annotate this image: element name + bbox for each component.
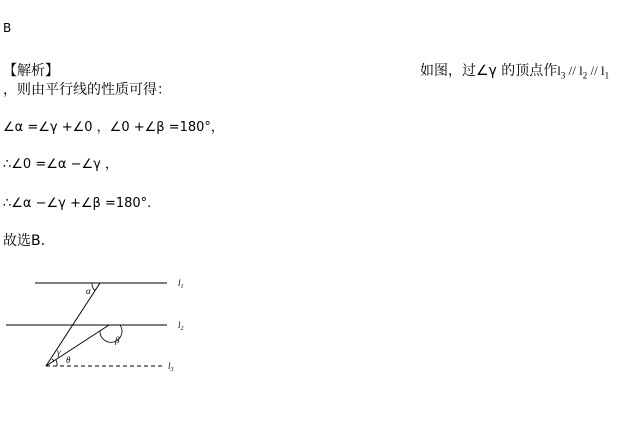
label-gamma: γ xyxy=(57,347,61,357)
angle-gamma-arc xyxy=(52,359,54,361)
label-l2: $l_2$ xyxy=(178,320,184,332)
label-l1: $l_1$ xyxy=(178,278,184,290)
transversal-beta-line xyxy=(46,325,109,366)
angle-theta-arc xyxy=(56,360,57,366)
parallel-lines-notation: $l_3 // l_2 // l_1$ xyxy=(557,63,610,81)
answer-text: B xyxy=(3,21,12,35)
solution-intro-continued: ，则由平行线的性质可得： xyxy=(3,82,171,98)
solution-intro xyxy=(420,63,609,84)
label-l3: $l_3$ xyxy=(168,361,174,373)
equation-2: ∴∠0 =∠α −∠γ ， xyxy=(3,157,118,172)
conclusion-text: 故选B. xyxy=(3,233,46,249)
label-beta: β xyxy=(115,335,120,345)
solution-header: 【解析】 xyxy=(3,63,59,79)
angle-alpha-arc xyxy=(92,283,95,291)
label-theta: θ xyxy=(66,355,71,365)
label-alpha: α xyxy=(86,286,91,296)
intro-text: 如图，过∠γ 的顶点作 xyxy=(420,63,558,79)
equation-1: ∠α =∠γ +∠0 ，∠0 +∠β =180°， xyxy=(3,120,224,135)
geometry-figure xyxy=(0,268,200,383)
equation-3: ∴∠α −∠γ +∠β =180°. xyxy=(3,196,152,211)
